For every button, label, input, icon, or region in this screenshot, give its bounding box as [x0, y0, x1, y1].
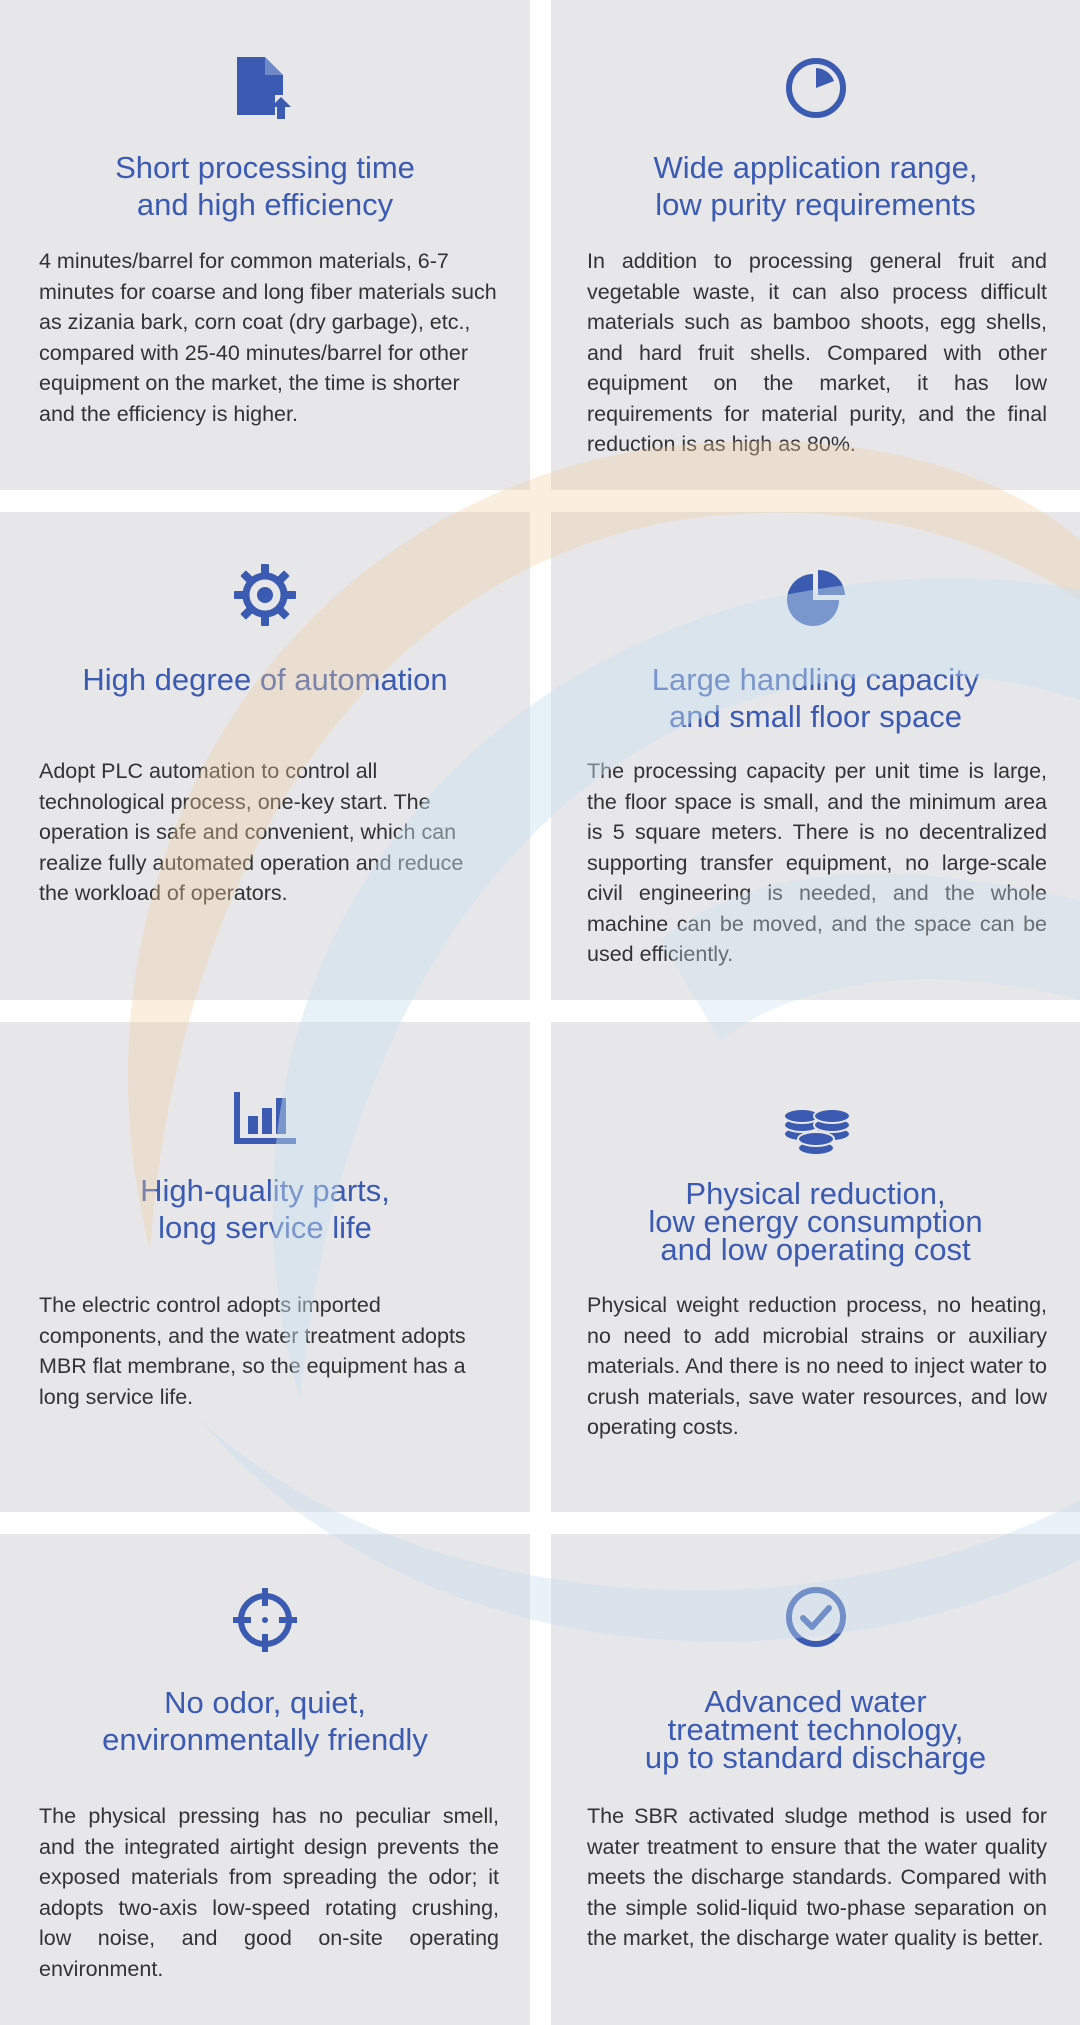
- check-circle-icon: [783, 1584, 849, 1650]
- feature-title: Large handling capacity and small floor space: [651, 662, 980, 734]
- pie-chart-icon: [783, 566, 849, 630]
- file-upload-icon: [235, 55, 295, 121]
- feature-title: Short processing time and high efficiency: [115, 150, 415, 222]
- feature-description: The SBR activated sludge method is used for water treatment to ensure that the water quality meets the discharge standards. Compared with the simple solid-liquid two-phase separation on the market, the discharge water quality is better.: [587, 1804, 1047, 1950]
- feature-card-no-odor: [0, 1534, 530, 2025]
- feature-title: Wide application range, low purity requirements: [653, 150, 978, 222]
- feature-title: High degree of automation: [82, 662, 448, 697]
- bar-chart-icon: [232, 1090, 298, 1146]
- feature-description: 4 minutes/barrel for common materials, 6-7 minutes for coarse and long fiber materials such as zizania bark, corn coat (dry garbage), etc., compared with 25-40 minutes/barrel for other equipment on the market, the time is shorter and the efficiency is higher.: [39, 249, 497, 426]
- crosshair-icon: [231, 1586, 299, 1654]
- gear-icon: [232, 562, 298, 628]
- feature-card-automation: [0, 512, 530, 1000]
- feature-description: In addition to processing general fruit and vegetable waste, it can also process difficult materials such as bamboo shoots, egg shells, and hard fruit shells. Compared with other equipment on the market, it has low requirements for material purity, and the final reduction is as high as 80%.: [587, 249, 1047, 456]
- feature-card-handling-capacity: [551, 512, 1080, 1000]
- feature-description: The processing capacity per unit time is large, the floor space is small, and the minimum area is 5 square meters. There is no decentralized supporting transfer equipment, no large-scale civil engineering is needed, and the whole machine can be moved, and the space can be used efficiently.: [587, 759, 1047, 966]
- feature-description: Physical weight reduction process, no heating, no need to add microbial strains or auxiliary materials. And there is no need to inject water to crush materials, save water resources, and low operating costs.: [587, 1293, 1047, 1439]
- feature-title: High-quality parts, long service life: [140, 1173, 390, 1245]
- pie-timer-icon: [784, 56, 848, 120]
- coins-stack-icon: [780, 1104, 852, 1156]
- feature-title: Physical reduction, low energy consumption and low operating cost: [648, 1176, 983, 1267]
- feature-description: The physical pressing has no peculiar smell, and the integrated airtight design prevents the exposed materials from spreading the odor; it adopts two-axis low-speed rotating crushing, low noise, and good on-site operating environment.: [39, 1804, 499, 1981]
- feature-title: Advanced water treatment technology, up to standard discharge: [644, 1684, 987, 1775]
- feature-title: No odor, quiet, environmentally friendly: [102, 1685, 428, 1757]
- feature-card-processing-time: [0, 0, 530, 490]
- feature-description: Adopt PLC automation to control all technological process, one-key start. The operation is safe and convenient, which can realize fully automated operation and reduce the workload of operators.: [39, 759, 464, 905]
- feature-card-physical-reduction: [551, 1022, 1080, 1512]
- feature-card-application-range: [551, 0, 1080, 490]
- feature-card-water-treatment: [551, 1534, 1080, 2025]
- feature-card-service-life: [0, 1022, 530, 1512]
- feature-description: The electric control adopts imported components, and the water treatment adopts MBR flat membrane, so the equipment has a long service life.: [39, 1293, 466, 1409]
